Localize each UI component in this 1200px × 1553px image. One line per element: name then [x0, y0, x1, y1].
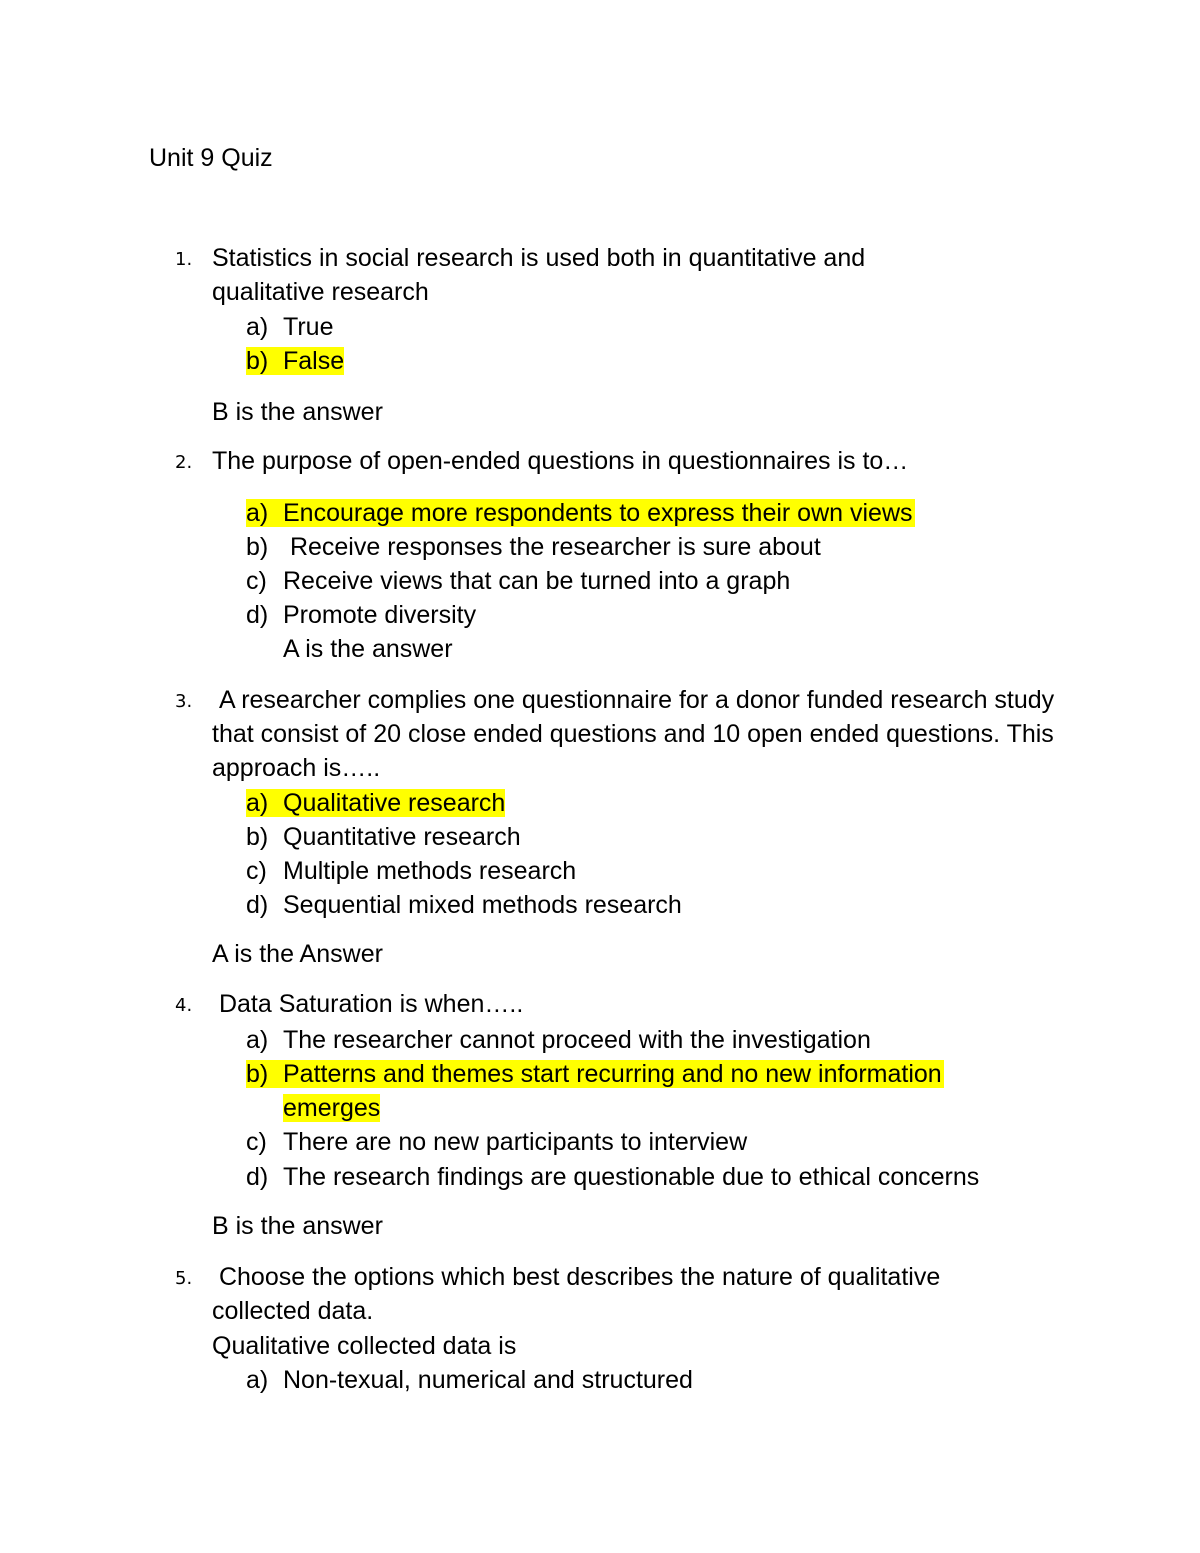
question-number: 2. [175, 452, 193, 473]
question-text: Statistics in social research is used both in quantitative and qualitative research [212, 244, 866, 306]
option-text: Sequential mixed methods research [283, 891, 682, 919]
option-4d [246, 1160, 979, 1194]
question-text: Choose the options which best describes the nature of qualitative collected data. [212, 1263, 948, 1325]
answer-4: B is the answer [212, 1212, 383, 1240]
option-letter: b) [246, 823, 269, 851]
option-letter: a) [246, 1366, 269, 1394]
option-letter: c) [246, 857, 267, 885]
option-letter: d) [246, 601, 269, 629]
answer-3: A is the Answer [212, 940, 383, 968]
option-text: Patterns and themes start recurring and no new information [283, 1060, 942, 1088]
option-letter: d) [246, 1163, 269, 1191]
question-number: 3. [175, 691, 193, 712]
option-3a [246, 786, 505, 820]
option-letter: a) [246, 789, 269, 817]
option-text: Promote diversity [283, 601, 477, 629]
option-letter: c) [246, 567, 267, 595]
page-title: Unit 9 Quiz [149, 144, 273, 172]
option-text: Quantitative research [283, 823, 521, 851]
option-4a [246, 1023, 871, 1057]
option-letter: a) [246, 313, 269, 341]
option-text: True [283, 313, 334, 341]
option-3d [246, 888, 682, 922]
option-letter: b) [246, 347, 269, 375]
option-3c [246, 854, 576, 888]
option-1a [246, 310, 333, 344]
option-text: Receive responses the researcher is sure about [283, 533, 821, 561]
option-2a [246, 496, 915, 530]
option-text: The research findings are questionable due to ethical concerns [283, 1163, 980, 1191]
question-number: 4. [175, 995, 193, 1016]
option-3b [246, 820, 521, 854]
option-text: There are no new participants to interview [283, 1128, 748, 1156]
option-text: Non-texual, numerical and structured [283, 1366, 693, 1394]
question-text: The purpose of open-ended questions in questionnaires is to… [212, 447, 909, 475]
option-4c [246, 1125, 747, 1159]
question-subtext: Qualitative collected data is [212, 1332, 517, 1360]
answer-2: A is the answer [283, 635, 453, 663]
option-text: Qualitative research [283, 789, 506, 817]
question-number: 1. [175, 249, 193, 270]
option-letter: a) [246, 499, 269, 527]
option-1b [246, 344, 344, 378]
option-2d [246, 598, 476, 632]
question-number: 5. [175, 1268, 193, 1289]
option-letter: b) [246, 533, 269, 561]
option-letter: a) [246, 1026, 269, 1054]
option-text: Encourage more respondents to express their own views [283, 499, 913, 527]
option-letter: c) [246, 1128, 267, 1156]
option-text: The researcher cannot proceed with the investigation [283, 1026, 871, 1054]
answer-1: B is the answer [212, 398, 383, 426]
option-text-line2: emerges [283, 1094, 381, 1122]
option-4b [246, 1057, 944, 1091]
question-text: A researcher complies one questionnaire for a donor funded research study that consist of 20 close ended questions and 10 open ended questions. This approach is….. [212, 686, 1062, 782]
option-2b [246, 530, 821, 564]
option-text: False [283, 347, 345, 375]
option-5a [246, 1363, 693, 1397]
option-text: Multiple methods research [283, 857, 577, 885]
option-text: Receive views that can be turned into a graph [283, 567, 791, 595]
option-2c [246, 564, 790, 598]
question-text: Data Saturation is when….. [212, 990, 524, 1018]
option-letter: d) [246, 891, 269, 919]
option-letter: b) [246, 1060, 269, 1088]
option-4b-continued [283, 1091, 380, 1125]
